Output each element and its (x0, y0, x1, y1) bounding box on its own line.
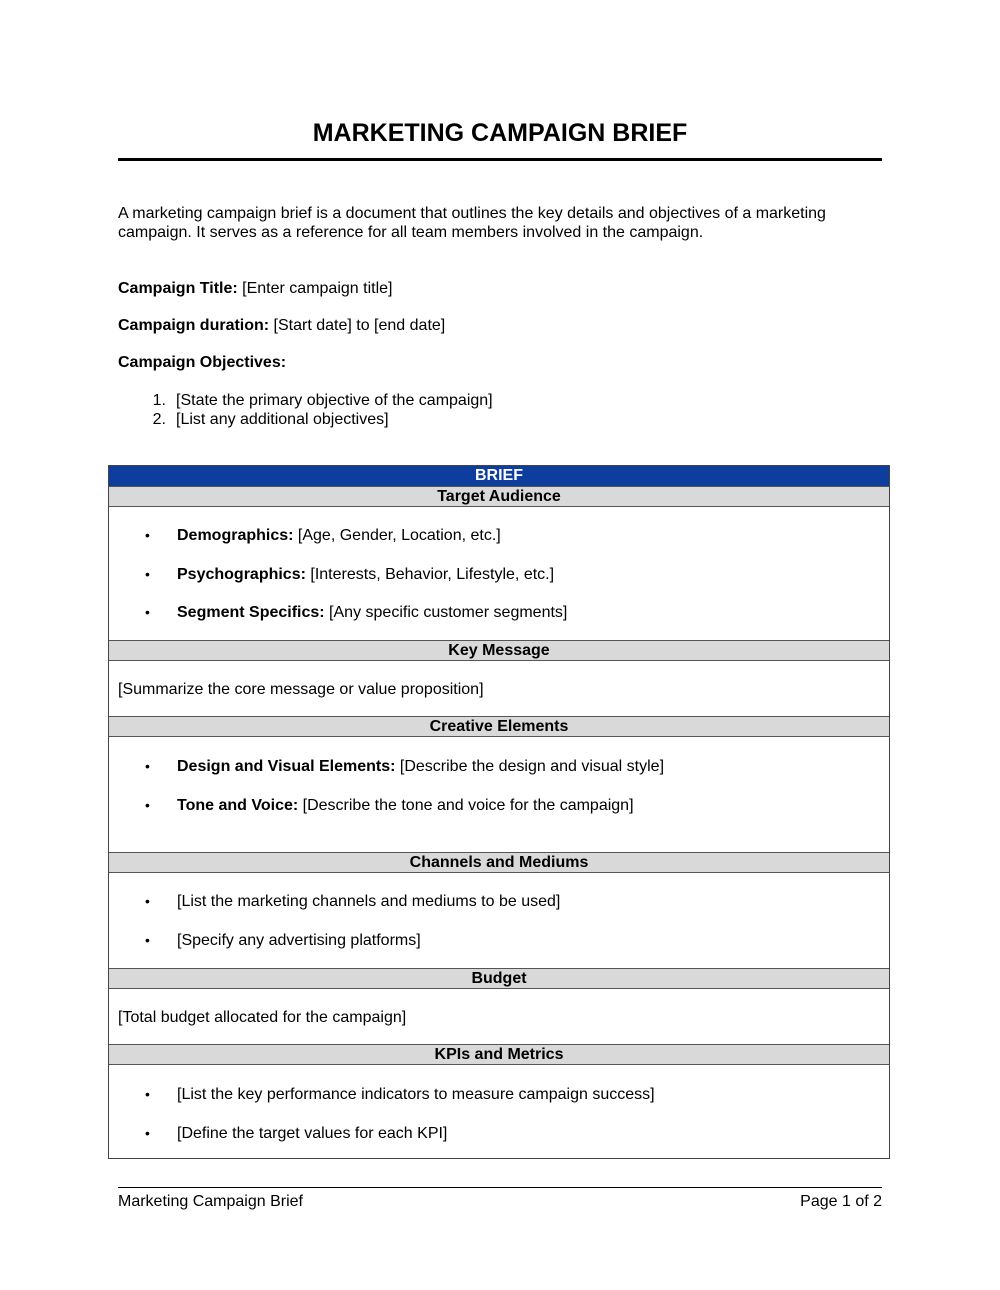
bullet-icon: • (145, 527, 150, 543)
intro-paragraph: A marketing campaign brief is a document that outlines the key details and objectives of a marketing campaign. It serves as a reference for all team members involved in the campaign. (118, 205, 826, 241)
budget-text: [Total budget allocated for the campaign] (118, 1009, 407, 1026)
campaign-title-value: [Enter campaign title] (237, 280, 393, 297)
footer-divider (118, 1187, 882, 1188)
item-label: Design and Visual Elements: (177, 758, 396, 775)
bullet-icon: • (145, 931, 150, 948)
bullet-icon: • (145, 796, 150, 813)
section-heading-budget: Budget (109, 968, 889, 989)
campaign-duration-label: Campaign duration: (118, 317, 270, 334)
bullet-icon: • (145, 758, 150, 774)
campaign-objectives-label (118, 353, 286, 372)
campaign-title-label: Campaign Title: (118, 280, 238, 297)
list-item (109, 1085, 889, 1124)
list-item (109, 526, 889, 565)
section-heading-kpis: KPIs and Metrics (109, 1044, 889, 1065)
list-item (109, 603, 889, 642)
bullet-icon: • (145, 565, 150, 582)
campaign-duration-field (118, 316, 445, 335)
list-item (118, 410, 493, 429)
document-title: MARKETING CAMPAIGN BRIEF (312, 119, 688, 147)
objectives-list (118, 391, 493, 429)
list-item (109, 1124, 889, 1163)
target-audience-list (109, 526, 889, 642)
creative-elements-list (109, 757, 889, 834)
section-heading-channels: Channels and Mediums (109, 852, 889, 873)
footer-document-name: Marketing Campaign Brief (118, 1193, 303, 1210)
objectives-label-text: Campaign Objectives: (118, 354, 287, 371)
kpis-list (109, 1085, 889, 1162)
list-number: 2. (152, 411, 166, 428)
item-text: [Any specific customer segments] (324, 604, 568, 621)
footer-page-number: Page 1 of 2 (800, 1193, 882, 1210)
list-item (109, 892, 889, 931)
item-text: [Age, Gender, Location, etc.] (293, 527, 501, 544)
campaign-title-field (118, 279, 392, 298)
list-number: 1. (152, 392, 166, 409)
bullet-icon: • (145, 1124, 150, 1141)
item-text: [Describe the tone and voice for the campaign] (298, 796, 634, 814)
bullet-icon: • (145, 604, 150, 620)
list-item (109, 931, 889, 970)
item-text: [List the key performance indicators to measure campaign success] (177, 1086, 655, 1103)
item-text: [Describe the design and visual style] (395, 758, 665, 775)
list-item-text: [List any additional objectives] (176, 411, 389, 428)
list-item (109, 565, 889, 604)
section-heading-target-audience: Target Audience (109, 486, 889, 507)
bullet-icon: • (145, 1086, 150, 1102)
item-text: [List the marketing channels and mediums to be used] (177, 893, 561, 910)
item-text: [Specify any advertising platforms] (177, 931, 421, 949)
item-label: Demographics: (177, 527, 294, 544)
item-label: Psychographics: (177, 565, 306, 583)
channels-list (109, 892, 889, 969)
item-text: [Interests, Behavior, Lifestyle, etc.] (305, 565, 555, 583)
section-heading-creative-elements: Creative Elements (109, 716, 889, 737)
item-label: Tone and Voice: (177, 796, 299, 814)
list-item (118, 391, 493, 410)
section-heading-key-message: Key Message (109, 640, 889, 661)
key-message-text: [Summarize the core message or value proposition] (118, 681, 484, 698)
list-item-text: [State the primary objective of the campaign] (176, 392, 493, 409)
list-item (109, 796, 889, 835)
bullet-icon: • (145, 893, 150, 909)
item-label: Segment Specifics: (177, 604, 325, 621)
brief-header: BRIEF (109, 466, 889, 486)
list-item (109, 757, 889, 796)
campaign-duration-value: [Start date] to [end date] (269, 317, 446, 334)
brief-table (108, 465, 890, 1159)
item-text: [Define the target values for each KPI] (177, 1124, 448, 1142)
title-divider (118, 158, 882, 161)
